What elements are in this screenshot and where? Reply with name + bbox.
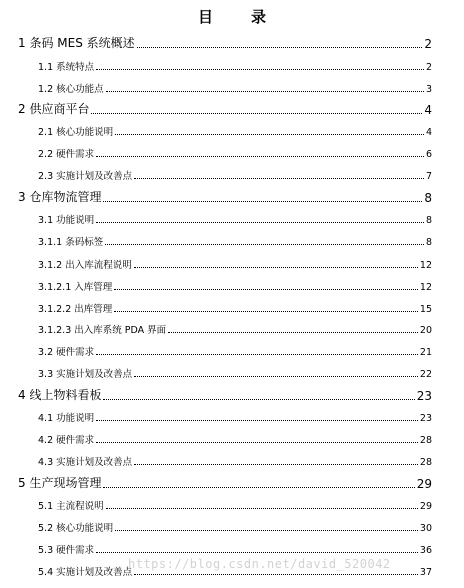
dot-leader [96, 69, 424, 70]
toc-page-number: 15 [419, 303, 432, 315]
toc-section-entry[interactable] [38, 213, 432, 226]
toc-entry-label: 2.2 硬件需求 [38, 148, 95, 160]
dot-leader [103, 399, 414, 400]
toc-page-number: 23 [419, 412, 432, 424]
toc-page-number: 4 [425, 126, 432, 138]
dot-leader [105, 244, 424, 245]
toc-page-number: 30 [419, 522, 432, 534]
toc-section-entry[interactable] [38, 323, 432, 336]
toc-section-entry[interactable] [38, 82, 432, 95]
toc-page-number: 23 [416, 389, 432, 403]
dot-leader [91, 113, 422, 114]
dot-leader [168, 332, 418, 333]
toc-entry-label: 5.4 实施计划及改善点 [38, 566, 133, 578]
dot-leader [137, 47, 423, 48]
dot-leader [106, 508, 418, 509]
toc-entry-label: 1.1 系统特点 [38, 61, 95, 73]
toc-section-entry[interactable] [38, 521, 432, 534]
toc-entry-label: 2.1 核心功能说明 [38, 126, 114, 138]
watermark-text: https://blog.csdn.net/david_520042 [128, 557, 391, 571]
toc-section-entry[interactable] [38, 280, 432, 293]
toc-page-number: 28 [419, 456, 432, 468]
dot-leader [115, 530, 418, 531]
toc-page-number: 3 [425, 83, 432, 95]
toc-section-entry[interactable] [38, 147, 432, 160]
dot-leader [103, 201, 422, 202]
toc-page-number: 8 [425, 214, 432, 226]
toc-entry-label: 4.1 功能说明 [38, 412, 95, 424]
toc-chapter-entry[interactable] [18, 387, 432, 403]
dot-leader [114, 311, 418, 312]
toc-entry-label: 5 生产现场管理 [18, 476, 102, 490]
toc-chapter-entry[interactable] [18, 189, 432, 205]
toc-chapter-entry[interactable] [18, 475, 432, 491]
toc-entry-label: 4.3 实施计划及改善点 [38, 456, 133, 468]
dot-leader [134, 464, 418, 465]
toc-section-entry[interactable] [38, 235, 432, 248]
toc-page-number: 7 [425, 170, 432, 182]
title-char-2: 录 [251, 8, 267, 26]
toc-entry-label: 4 线上物料看板 [18, 388, 102, 402]
toc-entry-label: 3 仓库物流管理 [18, 190, 102, 204]
toc-section-entry[interactable] [38, 258, 432, 271]
toc-page-number: 12 [419, 259, 432, 271]
dot-leader [134, 178, 424, 179]
toc-section-entry[interactable] [38, 60, 432, 73]
toc-page-number: 8 [425, 236, 432, 248]
toc-entry-label: 3.1.2.3 出入库系统 PDA 界面 [38, 324, 167, 336]
dot-leader [96, 354, 418, 355]
toc-page-number: 29 [419, 500, 432, 512]
toc-section-entry[interactable] [38, 302, 432, 315]
toc-entry-label: 3.1.2.2 出库管理 [38, 303, 113, 315]
dot-leader [103, 487, 414, 488]
toc-page-number: 37 [419, 566, 432, 578]
toc-page-number: 8 [424, 191, 432, 205]
toc-entry-label: 2 供应商平台 [18, 102, 90, 116]
toc-chapter-entry[interactable] [18, 35, 432, 51]
toc-page-number: 6 [425, 148, 432, 160]
dot-leader [96, 442, 418, 443]
toc-section-entry[interactable] [38, 499, 432, 512]
toc-page-number: 29 [416, 477, 432, 491]
dot-leader [106, 91, 424, 92]
dot-leader [134, 574, 418, 575]
toc-entry-label: 2.3 实施计划及改善点 [38, 170, 133, 182]
toc-entry-label: 3.1.2 出入库流程说明 [38, 259, 132, 271]
toc-entry-label: 3.1.2.1 入库管理 [38, 281, 113, 293]
toc-section-entry[interactable] [38, 543, 432, 556]
toc-entry-label: 1.2 核心功能点 [38, 83, 104, 95]
toc-section-entry[interactable] [38, 125, 432, 138]
toc-page-number: 28 [419, 434, 432, 446]
title-char-1: 目 [197, 8, 213, 26]
toc-section-entry[interactable] [38, 433, 432, 446]
toc-section-entry[interactable] [38, 345, 432, 358]
toc-entry-label: 3.1.1 条码标签 [38, 236, 104, 248]
toc-entry-label: 1 条码 MES 系统概述 [18, 36, 135, 50]
toc-page-number: 20 [419, 324, 432, 336]
toc-page-number: 2 [425, 61, 432, 73]
toc-entry-label: 3.1 功能说明 [38, 214, 95, 226]
toc-entry-label: 4.2 硬件需求 [38, 434, 95, 446]
dot-leader [96, 552, 418, 553]
dot-leader [96, 222, 424, 223]
dot-leader [114, 289, 418, 290]
toc-section-entry[interactable] [38, 411, 432, 424]
toc-chapter-entry[interactable] [18, 101, 432, 117]
dot-leader [134, 267, 418, 268]
toc-page-number: 4 [424, 103, 432, 117]
toc-page-number: 2 [424, 37, 432, 51]
toc-page-number: 21 [419, 346, 432, 358]
dot-leader [96, 420, 418, 421]
toc-section-entry[interactable] [38, 455, 432, 468]
page-title [0, 6, 464, 27]
toc-section-entry[interactable] [38, 169, 432, 182]
toc-entry-label: 5.1 主流程说明 [38, 500, 104, 512]
toc-entry-label: 5.3 硬件需求 [38, 544, 95, 556]
toc-entry-label: 5.2 核心功能说明 [38, 522, 114, 534]
toc-page-number: 12 [419, 281, 432, 293]
toc-entry-label: 3.3 实施计划及改善点 [38, 368, 133, 380]
toc-section-entry[interactable] [38, 367, 432, 380]
toc-page-number: 22 [419, 368, 432, 380]
dot-leader [115, 134, 424, 135]
dot-leader [96, 156, 424, 157]
toc-page-number: 36 [419, 544, 432, 556]
toc-entry-label: 3.2 硬件需求 [38, 346, 95, 358]
dot-leader [134, 376, 418, 377]
